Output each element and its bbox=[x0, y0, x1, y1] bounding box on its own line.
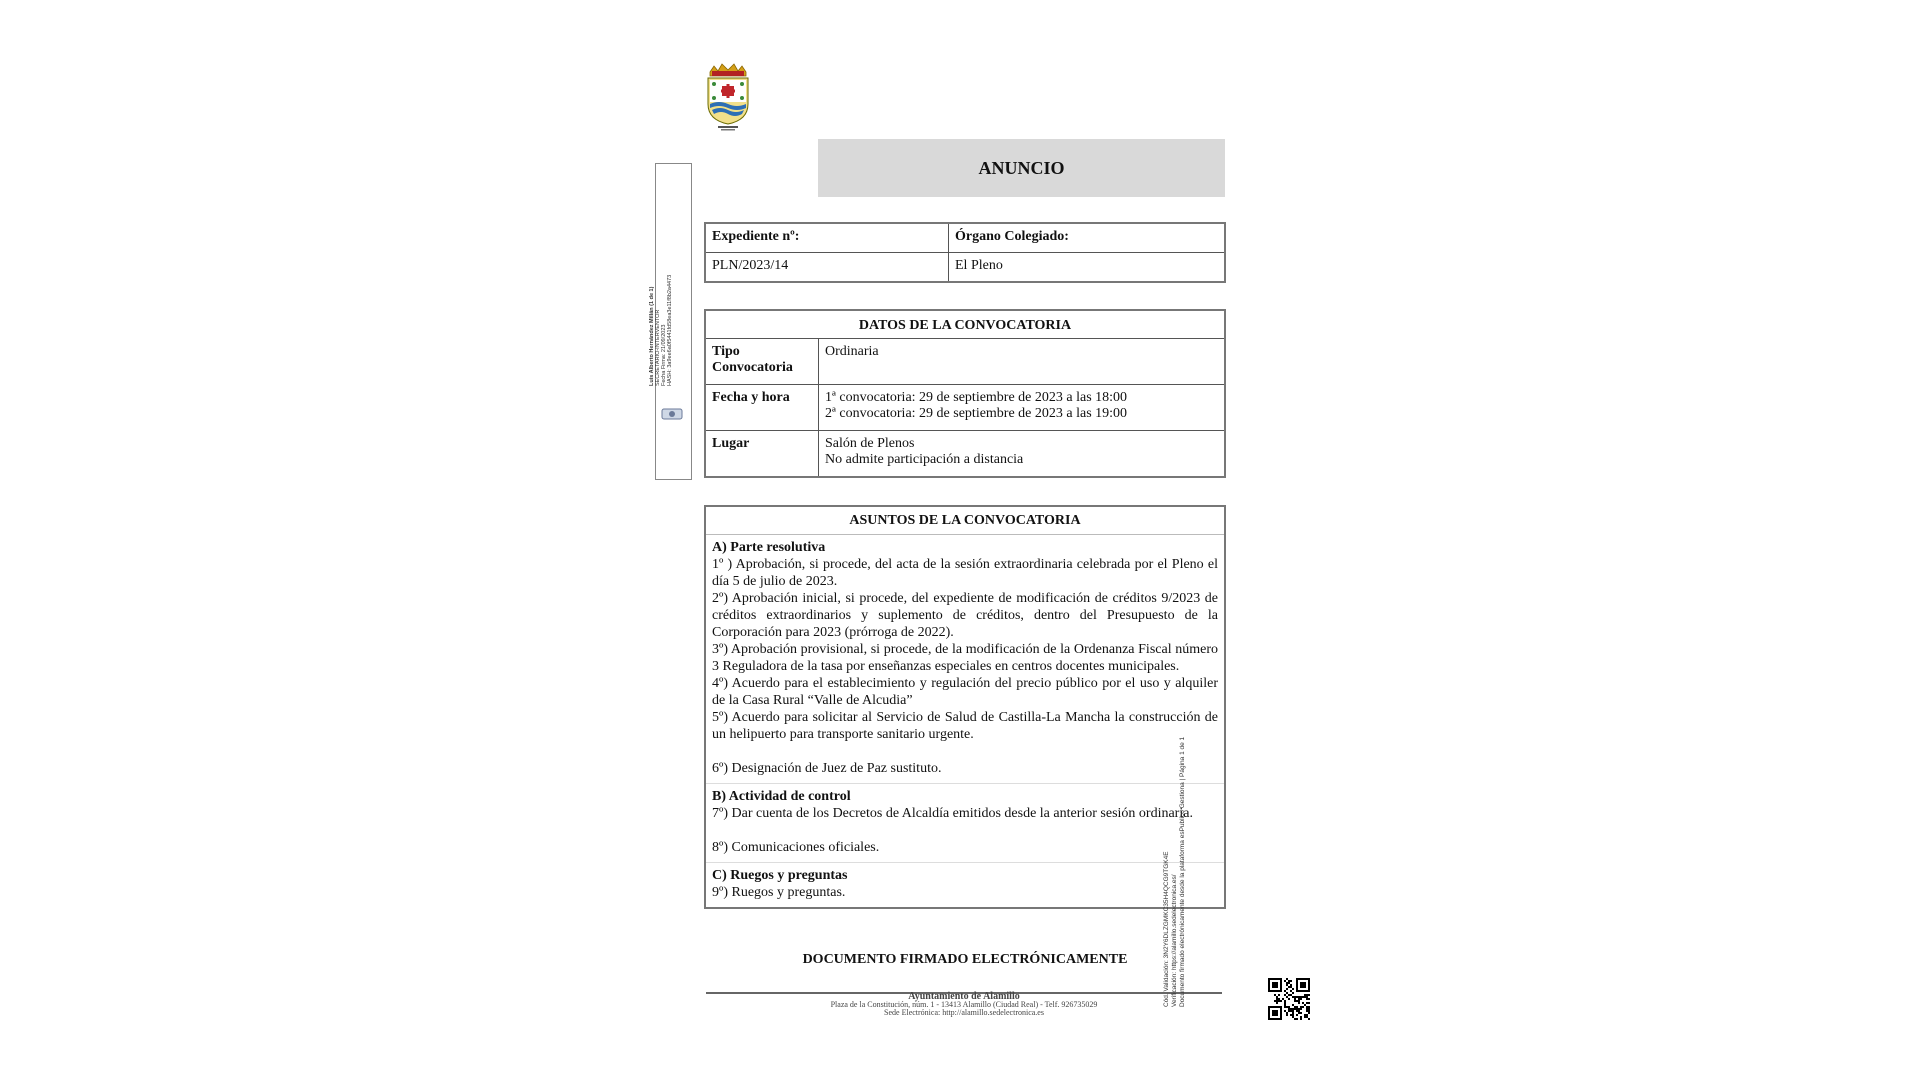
asuntos-section bbox=[706, 784, 1224, 863]
agenda-item: 2º) Aprobación inicial, si procede, del expediente de modificación de créditos 9/2023 de créditos extraordinarios y suplemento de créditos, dentro del Presupuesto de la Corporación para 2023 (prórroga de 2022). bbox=[712, 591, 1218, 640]
lugar-label: Lugar bbox=[705, 431, 819, 477]
organo-value: El Pleno bbox=[949, 253, 1226, 283]
lugar-line-2: No admite participación a distancia bbox=[825, 452, 1024, 467]
agenda-item: 8º) Comunicaciones oficiales. bbox=[712, 840, 880, 855]
expediente-value: PLN/2023/14 bbox=[705, 253, 949, 283]
page-title: ANUNCIO bbox=[818, 139, 1225, 197]
fecha-value bbox=[819, 385, 1226, 431]
asuntos-section bbox=[706, 535, 1224, 784]
agenda-item: 3º) Aprobación provisional, si procede, de la modificación de la Ordenanza Fiscal número 3 Reguladora de la tasa por enseñanzas especiales en centros docentes municipales. bbox=[712, 642, 1218, 674]
footer bbox=[706, 993, 1222, 1017]
expediente-table bbox=[704, 222, 1226, 283]
organo-label: Órgano Colegiado: bbox=[949, 223, 1226, 253]
fecha-label: Fecha y hora bbox=[705, 385, 819, 431]
signed-notice: DOCUMENTO FIRMADO ELECTRÓNICAMENTE bbox=[802, 952, 1128, 967]
tipo-label: Tipo Convocatoria bbox=[705, 339, 819, 385]
lugar-line-1: Salón de Plenos bbox=[825, 436, 915, 451]
section-title: C) Ruegos y preguntas bbox=[712, 868, 848, 883]
section-title: B) Actividad de control bbox=[712, 789, 851, 804]
signature-text bbox=[649, 206, 681, 386]
signer-name: Luis Alberto Hernández Millán (1 de 1) bbox=[649, 286, 655, 386]
agenda-item: 1º ) Aprobación, si procede, del acta de la sesión extraordinaria celebrada por el Pleno el día 5 de julio de 2023. bbox=[712, 557, 1218, 589]
footer-sede: Sede Electrónica: http://alamillo.sedelectronica.es bbox=[884, 1008, 1044, 1017]
tipo-line: Ordinaria bbox=[825, 344, 879, 359]
agenda-item: 4º) Acuerdo para el establecimiento y regulación del precio público por el uso y alquiler de la Casa Rural “Valle de Alcudia” bbox=[712, 676, 1218, 708]
footer-address: Plaza de la Constitución, núm. 1 - 13413 Alamillo (Ciudad Real) - Telf. 926735029 bbox=[830, 1000, 1098, 1009]
spacer bbox=[712, 743, 1218, 760]
validation-note: Documento firmado electrónicamente desde la plataforma esPublico Gestiona | Página 1 de 1 bbox=[1179, 736, 1186, 1007]
signer-role: SECRETARIO-INTERVENTOR bbox=[655, 309, 661, 386]
expediente-label: Expediente nº: bbox=[705, 223, 949, 253]
footer-org-name: Ayuntamiento de Alamillo bbox=[908, 991, 1020, 1002]
tipo-value bbox=[819, 339, 1226, 385]
qr-code-icon bbox=[1268, 978, 1310, 1020]
validation-text bbox=[1163, 707, 1197, 1007]
stamp-icon bbox=[661, 406, 683, 422]
lugar-value bbox=[819, 431, 1226, 477]
datos-convocatoria-table bbox=[704, 309, 1226, 478]
agenda-item: 9º) Ruegos y preguntas. bbox=[712, 885, 846, 900]
asuntos-section bbox=[706, 863, 1224, 907]
agenda-item: 7º) Dar cuenta de los Decretos de Alcaldía emitidos desde la anterior sesión ordinaria. bbox=[712, 806, 1193, 821]
validation-url: Verificación: https://alamillo.sedelectronica.es/ bbox=[1171, 874, 1178, 1007]
datos-heading: DATOS DE LA CONVOCATORIA bbox=[705, 310, 1225, 339]
signature-hash: HASH: 3a9ee6a0f5441fd58ea3e11f8b2a4473 bbox=[667, 274, 673, 386]
section-title: A) Parte resolutiva bbox=[712, 540, 826, 555]
asuntos-heading: ASUNTOS DE LA CONVOCATORIA bbox=[706, 507, 1224, 535]
coat-of-arms-icon bbox=[700, 62, 756, 132]
asuntos-box bbox=[704, 505, 1226, 909]
agenda-item: 5º) Acuerdo para solicitar al Servicio de Salud de Castilla-La Mancha la construcción de un helipuerto para transporte sanitario urgente. bbox=[712, 710, 1218, 742]
signature-date: Fecha Firma: 21/09/2023 bbox=[661, 324, 667, 386]
spacer bbox=[712, 822, 1218, 839]
fecha-line-1: 1ª convocatoria: 29 de septiembre de 2023 a las 18:00 bbox=[825, 390, 1128, 405]
fecha-line-2: 2ª convocatoria: 29 de septiembre de 2023 a las 19:00 bbox=[825, 406, 1128, 421]
agenda-item: 6º) Designación de Juez de Paz sustituto. bbox=[712, 761, 942, 776]
validation-code: Cód. Validación: 3N2Y6DLZGMKC35H4QCG9TGK4E bbox=[1163, 851, 1170, 1007]
